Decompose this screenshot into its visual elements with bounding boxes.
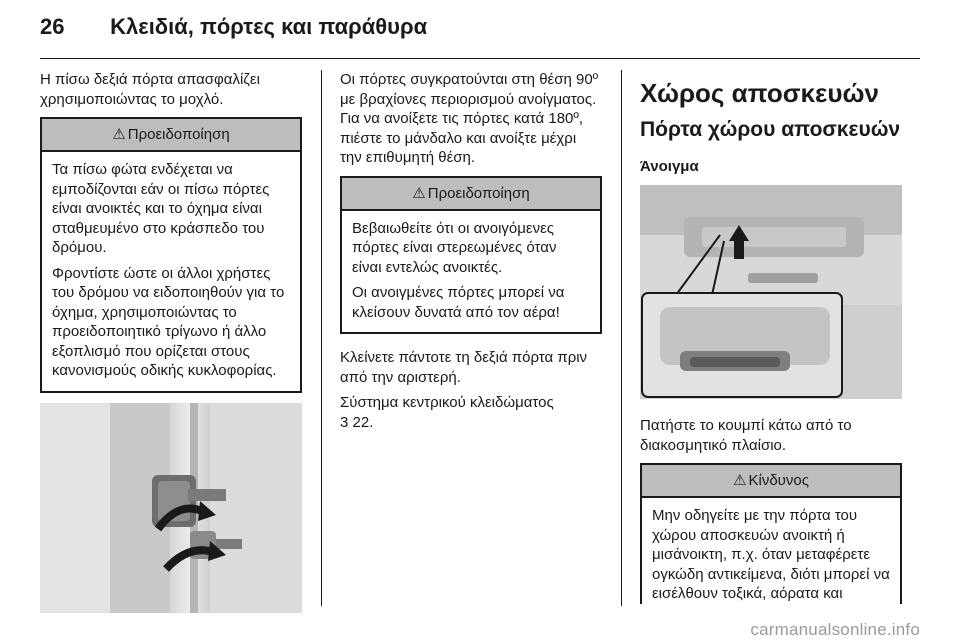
column-separator [621,70,622,606]
subsection-heading: Πόρτα χώρου αποσκευών [640,118,901,141]
warning-title: Προειδοποίηση [427,184,530,202]
door-hinge-illustration [40,403,302,613]
warning-triangle-icon: ⚠ [733,472,747,489]
warning-body [342,211,600,333]
danger-body [642,498,900,604]
danger-paragraph: Μην οδηγείτε με την πόρτα του χώρου αποσκευών ανοικτή ή μισάνοικτη, π.χ. όταν μεταφέρετε ογκώδη αντικείμενα, διότι μπορεί να εισέλθουν τοξικά, αόρατα και [652,507,890,602]
tailgate-image [640,185,902,404]
danger-box [640,463,902,604]
warning-paragraph: Βεβαιωθείτε ότι οι ανοιγόμενες πόρτες είναι στερεωμένες όταν είναι εντελώς ανοικτές. [352,219,557,276]
column-1 [40,70,302,618]
watermark: carmanualsonline.info [750,620,920,639]
intro-paragraph: Οι πόρτες συγκρατούνται στη θέση 90º με βραχίονες περιορισμού ανοίγματος. Για να ανοίξετε τις πόρτες κατά 180º, πιέστε το μάνδαλο και ανοίξτε μέχρι την επιθυμητή θέση. [340,71,599,166]
sub-subsection-heading: Άνοιγμα [640,158,699,175]
door-hinge-image [40,403,302,618]
warning-header [342,178,600,211]
danger-header [642,465,900,498]
warning-paragraph: Φροντίστε ώστε οι άλλοι χρήστες του δρόμου να ειδοποιηθούν για το όχημα, χρησιμοποιώντας το προειδοποιητικό τρίγωνο ή άλλο εξοπλισμό που ορίζεται στους κανονισμούς οδικής κυκλοφορίας. [52,264,285,379]
page-reference-link[interactable]: 3 22. [340,413,374,431]
central-locking-paragraph: Σύστημα κεντρικού κλειδώματος [340,394,554,411]
warning-paragraph: Τα πίσω φώτα ενδέχεται να εμποδίζονται εάν οι πίσω πόρτες είναι ανοικτές και το όχημα είναι σταθμευμένο στο κράσπεδο του δρόμου. [52,161,270,256]
column-2 [340,70,602,438]
close-order-paragraph: Κλείνετε πάντοτε τη δεξιά πόρτα πριν από την αριστερή. [340,349,588,386]
intro-paragraph: Η πίσω δεξιά πόρτα απασφαλίζει χρησιμοποιώντας το μοχλό. [40,71,260,108]
warning-title: Προειδοποίηση [127,126,230,143]
warning-header [42,119,300,152]
section-heading: Χώρος αποσκευών [640,78,879,108]
column-separator [321,70,322,606]
warning-paragraph: Οι ανοιγμένες πόρτες μπορεί να κλείσουν δυνατά από τον αέρα! [352,284,565,321]
header-rule [40,58,920,59]
page-title: Κλειδιά, πόρτες και παράθυρα [110,14,428,39]
tailgate-button-illustration [640,185,902,399]
warning-body [42,152,300,391]
danger-title: Κίνδυνος [748,472,809,489]
warning-triangle-icon: ⚠ [412,184,426,202]
column-3 [640,70,902,610]
warning-box [40,117,302,393]
page-number: 26 [40,14,65,39]
press-button-paragraph: Πατήστε το κουμπί κάτω από το διακοσμητικό πλαίσιο. [640,417,852,454]
warning-triangle-icon: ⚠ [112,126,126,143]
warning-box [340,176,602,335]
page-header [40,14,427,40]
